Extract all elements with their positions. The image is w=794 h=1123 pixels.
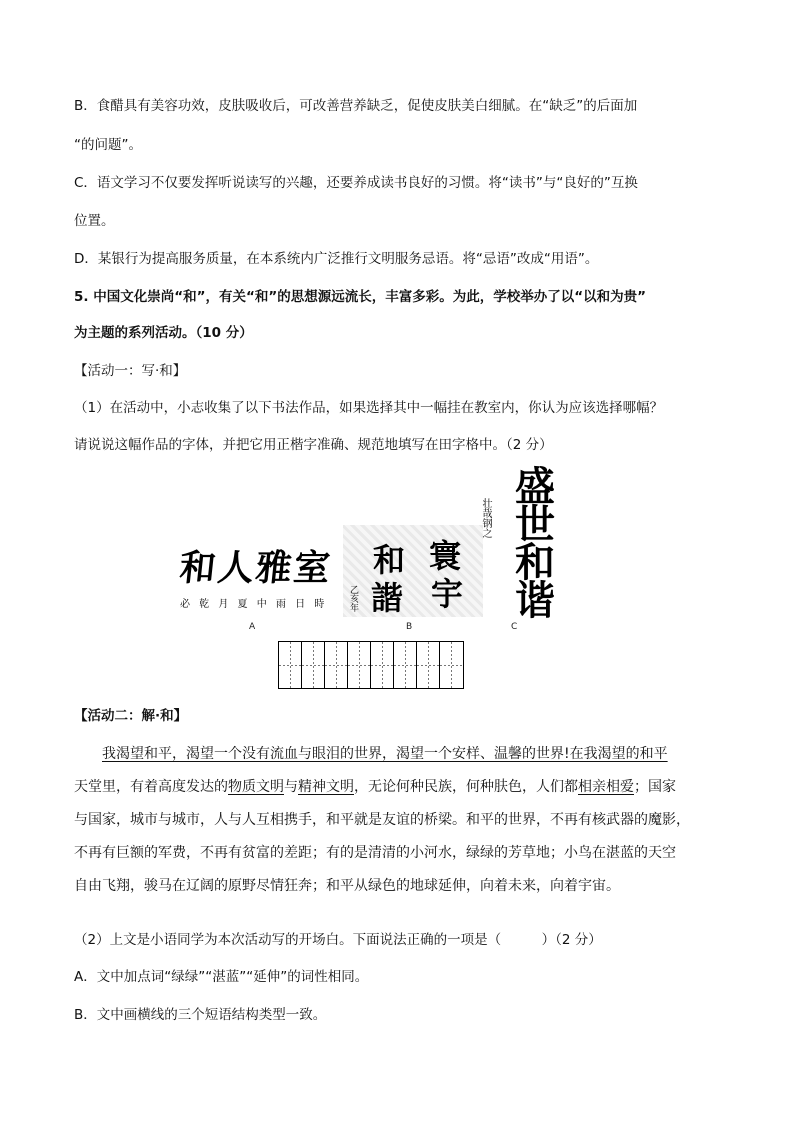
option-b-line1: B．食醋具有美容功效，皮肤吸收后，可改善营养缺乏，促使皮肤美白细腻。在“缺乏”的后面加 [74, 98, 638, 114]
calligraphy-b-char4: 宇 [431, 575, 464, 613]
option-c-line1: C．语文学习不仅要发挥听说读写的兴趣，还要养成读书良好的习惯。将“读书”与“良好的”互换 [74, 175, 638, 191]
passage-text: 天堂里，有着高度发达的 [74, 779, 228, 795]
activity2-title: 【活动二：解·和】 [74, 708, 188, 724]
calligraphy-b-char1: 和 [373, 541, 406, 579]
grid-cell[interactable] [394, 642, 417, 688]
q1-line2: 请说说这幅作品的字体，并把它用正楷字准确、规范地填写在田字格中。（2 分） [74, 437, 553, 453]
calligraphy-b-char2: 諧 [371, 579, 404, 617]
passage-text: ，无论何种民族，何种肤色，人们都 [354, 779, 578, 795]
calligraphy-c [478, 463, 568, 624]
grid-cell[interactable] [279, 642, 302, 688]
option-c-line2: 位置。 [74, 213, 115, 229]
underlined-phrase: 精神文明 [298, 779, 354, 795]
underlined-phrase: 物质文明 [228, 779, 284, 795]
calligraphy-b [343, 525, 483, 617]
q1-line1: （1）在活动中，小志收集了以下书法作品，如果选择其中一幅挂在教室内，你认为应该选择哪幅？ [74, 400, 664, 416]
calligraphy-c-signature: 壮哉钢之 [480, 498, 491, 538]
calligraphy-a-text: 和人雅室 [177, 547, 334, 589]
calligraphy-c-text: 盛世和谐 [515, 463, 555, 624]
passage-line1-text: 我渴望和平，渴望一个没有流血与眼泪的世界，渴望一个安样、温馨的世界!在我渴望的和平 [102, 746, 668, 762]
calligraphy-a [177, 540, 350, 618]
passage-line3: 与国家，城市与城市，人与人互相携手，和平就是友谊的桥梁。和平的世界，不再有核武器的魔影， [74, 812, 690, 828]
activity1-title: 【活动一：写·和】 [74, 363, 187, 379]
passage-line5: 自由飞翔，骏马在辽阔的原野尽情狂奔；和平从绿色的地球延伸，向着未来，向着宇宙。 [74, 878, 620, 894]
calligraphy-b-seal: 乙亥年 [348, 585, 358, 612]
label-a: A [249, 622, 256, 632]
passage-text: ；国家 [634, 779, 676, 795]
tianzige-grid[interactable] [278, 641, 464, 689]
calligraphy-b-char3: 寰 [429, 537, 462, 575]
q2-option-b: B．文中画横线的三个短语结构类型一致。 [74, 1007, 327, 1023]
grid-cell[interactable] [325, 642, 348, 688]
passage-line2 [74, 771, 696, 804]
passage-text: 与 [284, 779, 298, 795]
option-b-line2: “的问题”。 [74, 137, 142, 153]
question5-line2: 为主题的系列活动。（10 分） [74, 325, 253, 341]
option-d-line1: D．某银行为提高服务质量，在本系统内广泛推行文明服务忌语。将“忌语”改成“用语”。 [74, 251, 599, 267]
grid-cell[interactable] [440, 642, 463, 688]
q2-line: （2）上文是小语同学为本次活动写的开场白。下面说法正确的一项是（ ）（2 分） [74, 932, 602, 948]
question5-line1: 5. 中国文化崇尚“和”，有关“和”的思想源远流长，丰富多彩。为此，学校举办了以“以和为贵” [74, 289, 646, 305]
grid-cell[interactable] [371, 642, 394, 688]
calligraphy-a-inscription: 必 乾 月 夏 中 雨 日 時 [180, 599, 328, 610]
passage [74, 738, 696, 903]
passage-line4: 不再有巨额的军费，不再有贫富的差距；有的是清清的小河水，绿绿的芳草地；小鸟在湛蓝的天空 [74, 845, 676, 861]
label-b: B [406, 622, 413, 632]
underlined-phrase: 相亲相爱 [578, 779, 634, 795]
grid-cell[interactable] [348, 642, 371, 688]
grid-cell[interactable] [302, 642, 325, 688]
passage-line1 [74, 738, 696, 771]
q2-option-a: A．文中加点词“绿绿”“湛蓝”“延伸”的词性相同。 [74, 969, 369, 985]
label-c: C [511, 622, 518, 632]
grid-cell[interactable] [417, 642, 440, 688]
